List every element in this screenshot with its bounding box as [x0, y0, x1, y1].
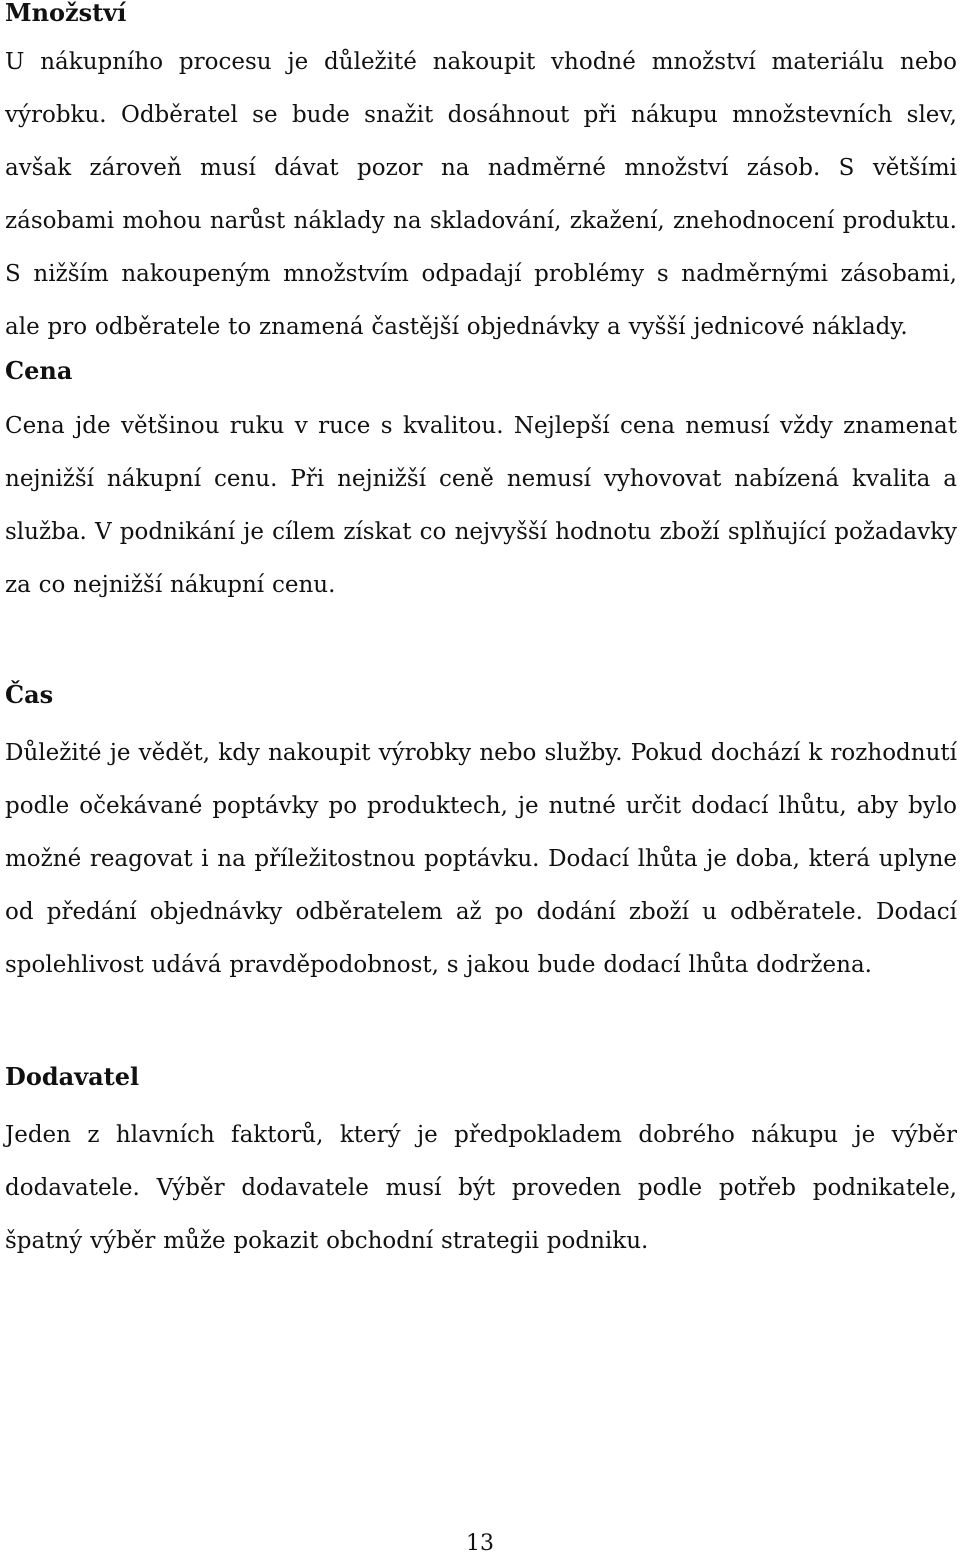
section-mnozstvi	[5, 0, 957, 354]
section-heading: Dodavatel	[5, 1062, 140, 1091]
section-paragraph: Důležité je vědět, kdy nakoupit výrobky nebo služby. Pokud dochází k rozhodnutí podle očekávané poptávky po produktech, je nutné určit dodací lhůtu, aby bylo možné reagovat i na příležitostnou poptávku. Dodací lhůta je doba, která uplyne od předání objednávky odběratelem až po dodání zboží u odběratele. Dodací spolehlivost udává pravděpodobnost, s jakou bude dodací lhůta dodržena.	[5, 740, 957, 978]
document-page	[5, 0, 957, 1268]
section-cas	[5, 682, 957, 992]
page-number: 13	[466, 1531, 494, 1556]
section-heading: Čas	[5, 680, 54, 709]
section-dodavatel	[5, 1064, 957, 1268]
section-paragraph: U nákupního procesu je důležité nakoupit vhodné množství materiálu nebo výrobku. Odběratel se bude snažit dosáhnout při nákupu množstevních slev, avšak zároveň musí dávat pozor na nadměrné množství zásob. S většími zásobami mohou narůst náklady na skladování, zkažení, znehodnocení produktu. S nižším nakoupeným množstvím odpadají problémy s nadměrnými zásobami, ale pro odběratele to znamená častější objednávky a vyšší jednicové náklady.	[5, 49, 957, 340]
section-heading: Cena	[5, 356, 73, 385]
section-heading: Množství	[5, 0, 127, 27]
section-cena	[5, 358, 957, 612]
section-paragraph: Jeden z hlavních faktorů, který je předpokladem dobrého nákupu je výběr dodavatele. Výběr dodavatele musí být proveden podle potřeb podnikatele, špatný výběr může pokazit obchodní strategii podniku.	[5, 1122, 957, 1254]
section-paragraph: Cena jde většinou ruku v ruce s kvalitou. Nejlepší cena nemusí vždy znamenat nejnižší nákupní cenu. Při nejnižší ceně nemusí vyhovovat nabízená kvalita a služba. V podnikání je cílem získat co nejvyšší hodnotu zboží splňující požadavky za co nejnižší nákupní cenu.	[5, 413, 957, 598]
